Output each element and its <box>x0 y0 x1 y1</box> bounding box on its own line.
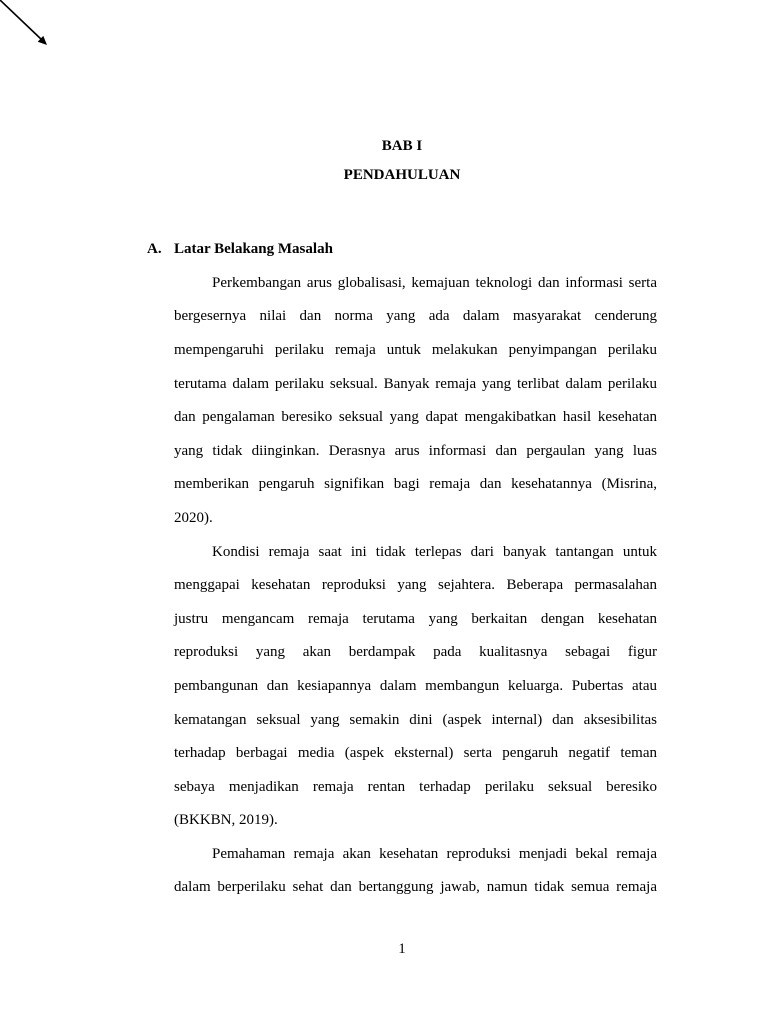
paragraph-line: memberikan pengaruh signifikan bagi remaja dan kesehatannya (Misrina, <box>174 476 657 493</box>
paragraph-line: reproduksi yang akan berdampak pada kualitasnya sebagai figur <box>174 644 657 661</box>
paragraph-line: mempengaruhi perilaku remaja untuk melakukan penyimpangan perilaku <box>174 341 657 358</box>
section-title: Latar Belakang Masalah <box>174 241 333 258</box>
paragraph-line: pembangunan dan kesiapannya dalam membangun keluarga. Pubertas atau <box>174 677 657 694</box>
paragraph-line: Pemahaman remaja akan kesehatan reproduksi menjadi bekal remaja <box>212 845 657 862</box>
paragraph-line: 2020). <box>174 509 213 526</box>
paragraph <box>147 536 657 838</box>
arrow-icon <box>0 0 60 60</box>
chapter-label: BAB I <box>381 138 423 154</box>
paragraph-line: Kondisi remaja saat ini tidak terlepas dari banyak tantangan untuk <box>212 543 657 560</box>
paragraph-line: (BKKBN, 2019). <box>174 812 278 829</box>
paragraph-line: dan pengalaman beresiko seksual yang dapat mengakibatkan hasil kesehatan <box>174 409 657 426</box>
paragraph <box>147 838 657 905</box>
paragraph-line: kematangan seksual yang semakin dini (aspek internal) dan aksesibilitas <box>174 711 657 728</box>
section-number: A. <box>147 241 162 258</box>
paragraph <box>147 267 657 536</box>
body-text <box>147 233 657 905</box>
paragraph-line: yang tidak diinginkan. Derasnya arus informasi dan pergaulan yang luas <box>174 442 657 459</box>
paragraph-line: terhadap berbagai media (aspek eksternal) serta pengaruh negatif teman <box>174 745 657 762</box>
paragraph-line: bergesernya nilai dan norma yang ada dalam masyarakat cenderung <box>174 308 657 325</box>
paragraph-line: sebaya menjadikan remaja rentan terhadap perilaku seksual beresiko <box>174 778 657 795</box>
paragraph-line: menggapai kesehatan reproduksi yang sejahtera. Beberapa permasalahan <box>174 577 657 594</box>
paragraph-line: dalam berperilaku sehat dan bertanggung jawab, namun tidak semua remaja <box>174 879 657 896</box>
chapter-title: PENDAHULUAN <box>343 167 461 183</box>
paragraph-line: Perkembangan arus globalisasi, kemajuan teknologi dan informasi serta <box>212 274 657 291</box>
section-heading <box>147 233 657 267</box>
paragraph-line: justru mengancam remaja terutama yang berkaitan dengan kesehatan <box>174 610 657 627</box>
paragraph-line: terutama dalam perilaku seksual. Banyak remaja yang terlibat dalam perilaku <box>174 375 657 392</box>
page-number: 1 <box>398 941 406 957</box>
